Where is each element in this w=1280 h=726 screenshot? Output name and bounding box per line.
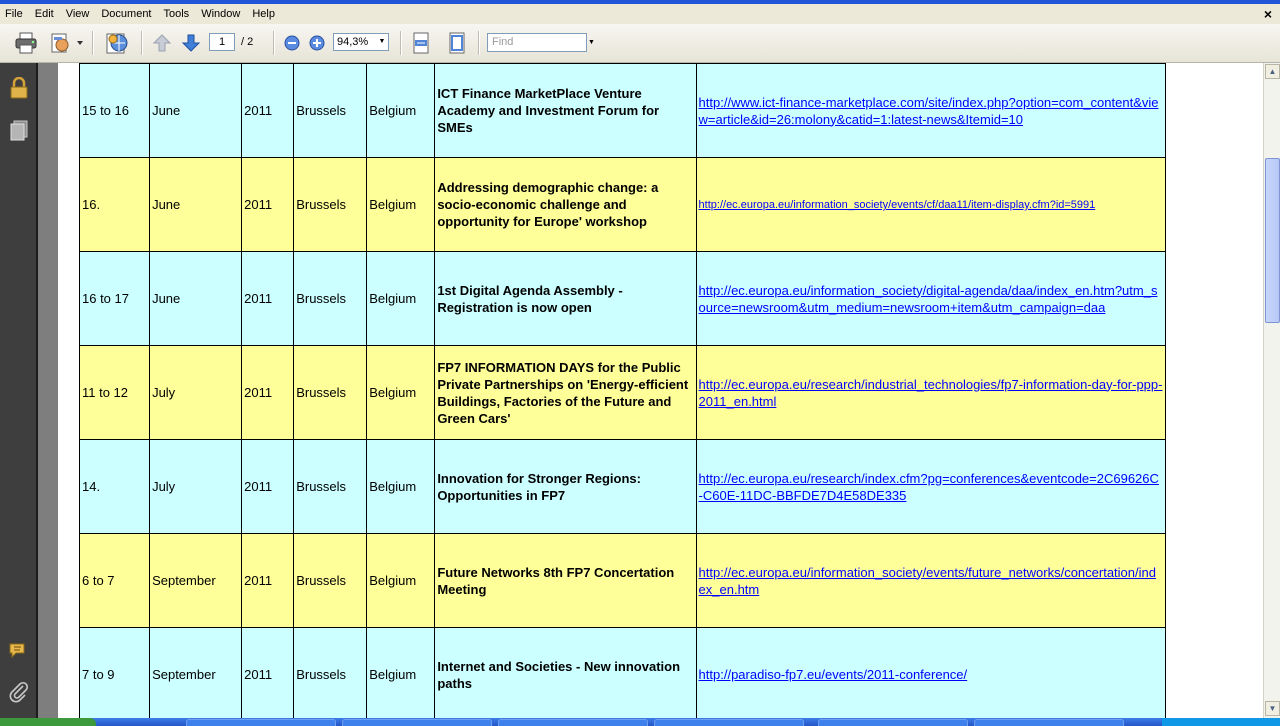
close-document-icon[interactable]: × xyxy=(1263,6,1272,22)
event-link[interactable]: http://ec.europa.eu/information_society/digital-agenda/daa/index_en.htm?utm_source=newsroom&utm_medium=newsroom+item&utm_campaign=daa xyxy=(698,282,1158,315)
event-city-cell: Brussels xyxy=(294,64,367,158)
event-country-cell: Belgium xyxy=(367,440,435,534)
menu-help[interactable]: Help xyxy=(252,8,275,20)
event-country-cell: Belgium xyxy=(367,158,435,252)
event-link-cell xyxy=(696,534,1165,628)
navigation-panel xyxy=(0,63,38,718)
event-date-cell: 6 to 7 xyxy=(80,534,150,628)
event-year-cell: 2011 xyxy=(242,440,294,534)
page-setup-icon[interactable] xyxy=(48,32,86,54)
print-icon[interactable] xyxy=(12,32,40,54)
event-country-cell: Belgium xyxy=(367,346,435,440)
event-country-cell: Belgium xyxy=(367,252,435,346)
event-year-cell: 2011 xyxy=(242,346,294,440)
event-link-cell xyxy=(696,64,1165,158)
event-city-cell: Brussels xyxy=(294,440,367,534)
scroll-down-icon[interactable]: ▼ xyxy=(1265,701,1280,716)
menu-bar xyxy=(0,4,1280,24)
event-month-cell: June xyxy=(150,252,242,346)
event-title-cell: FP7 INFORMATION DAYS for the Public Private Partnerships on 'Energy-efficient Buildings, Factories of the Future and Green Cars' xyxy=(435,346,696,440)
event-month-cell: July xyxy=(150,440,242,534)
zoom-in-icon[interactable] xyxy=(308,32,326,54)
lock-icon[interactable] xyxy=(8,77,30,99)
event-title-cell: Internet and Societies - New innovation paths xyxy=(435,628,696,719)
event-link[interactable]: http://www.ict-finance-marketplace.com/site/index.php?option=com_content&view=article&id=26:molony&catid=1:latest-news&Itemid=10 xyxy=(698,94,1159,127)
scroll-up-icon[interactable]: ▲ xyxy=(1265,64,1280,79)
toolbar-separator xyxy=(92,31,94,55)
events-table xyxy=(79,63,1166,718)
event-year-cell: 2011 xyxy=(242,64,294,158)
event-title-cell: 1st Digital Agenda Assembly - Registration is now open xyxy=(435,252,696,346)
web-icon[interactable] xyxy=(100,32,134,54)
comments-icon[interactable] xyxy=(8,640,30,662)
pages-icon[interactable] xyxy=(8,119,30,141)
table-row xyxy=(80,158,1166,252)
event-link[interactable]: http://ec.europa.eu/research/industrial_technologies/fp7-information-day-for-ppp-2011_en.html xyxy=(698,376,1163,409)
taskbar-button[interactable] xyxy=(974,719,1124,726)
menu-view[interactable]: View xyxy=(65,8,90,20)
toolbar-separator xyxy=(400,31,402,55)
attachment-icon[interactable] xyxy=(8,681,30,703)
taskbar-button[interactable] xyxy=(186,719,336,726)
event-link-cell xyxy=(696,252,1165,346)
table-row xyxy=(80,440,1166,534)
menu-document[interactable]: Document xyxy=(101,8,152,20)
event-month-cell: June xyxy=(150,158,242,252)
document-page xyxy=(58,63,1263,718)
menu-tools[interactable]: Tools xyxy=(163,8,190,20)
taskbar-button[interactable] xyxy=(818,719,968,726)
event-year-cell: 2011 xyxy=(242,252,294,346)
taskbar xyxy=(0,718,1280,726)
toolbar-separator xyxy=(273,31,275,55)
event-link[interactable]: http://paradiso-fp7.eu/events/2011-conference/ xyxy=(698,667,968,682)
event-date-cell: 14. xyxy=(80,440,150,534)
taskbar-button[interactable] xyxy=(654,719,804,726)
event-month-cell: July xyxy=(150,346,242,440)
event-date-cell: 7 to 9 xyxy=(80,628,150,719)
scrollbar-thumb[interactable] xyxy=(1265,158,1280,323)
total-pages: / 2 xyxy=(241,36,254,48)
zoom-out-icon[interactable] xyxy=(283,32,301,54)
event-year-cell: 2011 xyxy=(242,158,294,252)
table-row xyxy=(80,534,1166,628)
event-title-cell: Future Networks 8th FP7 Concertation Meeting xyxy=(435,534,696,628)
table-row xyxy=(80,628,1166,719)
menu-window[interactable]: Window xyxy=(201,8,241,20)
vertical-scrollbar[interactable] xyxy=(1263,63,1280,718)
table-row xyxy=(80,64,1166,158)
event-link[interactable]: http://ec.europa.eu/research/index.cfm?pg=conferences&eventcode=2C69626C-C60E-11DC-BBFDE7D4E58DE335 xyxy=(698,470,1159,503)
start-button[interactable] xyxy=(0,718,96,726)
table-row xyxy=(80,252,1166,346)
event-month-cell: June xyxy=(150,64,242,158)
next-page-icon[interactable] xyxy=(180,32,202,54)
event-city-cell: Brussels xyxy=(294,628,367,719)
system-tray xyxy=(1162,718,1280,726)
find-input[interactable]: Find xyxy=(487,33,587,52)
event-title-cell: Innovation for Stronger Regions: Opportunities in FP7 xyxy=(435,440,696,534)
event-date-cell: 16 to 17 xyxy=(80,252,150,346)
event-month-cell: September xyxy=(150,534,242,628)
event-city-cell: Brussels xyxy=(294,534,367,628)
event-year-cell: 2011 xyxy=(242,628,294,719)
event-date-cell: 11 to 12 xyxy=(80,346,150,440)
toolbar xyxy=(0,24,1280,63)
event-year-cell: 2011 xyxy=(242,534,294,628)
chevron-down-icon: ▼ xyxy=(378,38,386,45)
find-options-chevron-icon[interactable]: ▼ xyxy=(588,39,595,46)
fit-page-icon[interactable] xyxy=(446,32,468,54)
event-link-cell xyxy=(696,346,1165,440)
zoom-level-select[interactable] xyxy=(333,33,389,51)
event-link-cell xyxy=(696,440,1165,534)
event-title-cell: Addressing demographic change: a socio-economic challenge and opportunity for Europe' workshop xyxy=(435,158,696,252)
event-date-cell: 16. xyxy=(80,158,150,252)
event-link-cell xyxy=(696,628,1165,719)
panel-edge xyxy=(36,63,38,718)
current-page-input[interactable]: 1 xyxy=(209,33,235,51)
event-city-cell: Brussels xyxy=(294,346,367,440)
event-country-cell: Belgium xyxy=(367,534,435,628)
table-row xyxy=(80,346,1166,440)
event-country-cell: Belgium xyxy=(367,628,435,719)
fit-width-icon[interactable] xyxy=(410,32,432,54)
event-link[interactable]: http://ec.europa.eu/information_society/events/future_networks/concertation/index_en.htm xyxy=(698,564,1156,597)
menu-edit[interactable]: Edit xyxy=(34,8,54,20)
event-link[interactable]: http://ec.europa.eu/information_society/events/cf/daa11/item-display.cfm?id=5991 xyxy=(698,199,1096,211)
event-month-cell: September xyxy=(150,628,242,719)
event-link-cell xyxy=(696,158,1165,252)
toolbar-separator xyxy=(478,31,480,55)
zoom-level-value: 94,3% xyxy=(337,36,369,48)
event-city-cell: Brussels xyxy=(294,158,367,252)
event-city-cell: Brussels xyxy=(294,252,367,346)
event-date-cell: 15 to 16 xyxy=(80,64,150,158)
previous-page-icon[interactable] xyxy=(151,32,173,54)
taskbar-button[interactable] xyxy=(342,719,492,726)
menu-file[interactable]: File xyxy=(5,8,23,20)
taskbar-button[interactable] xyxy=(498,719,648,726)
event-country-cell: Belgium xyxy=(367,64,435,158)
event-title-cell: ICT Finance MarketPlace Venture Academy and Investment Forum for SMEs xyxy=(435,64,696,158)
toolbar-separator xyxy=(141,31,143,55)
